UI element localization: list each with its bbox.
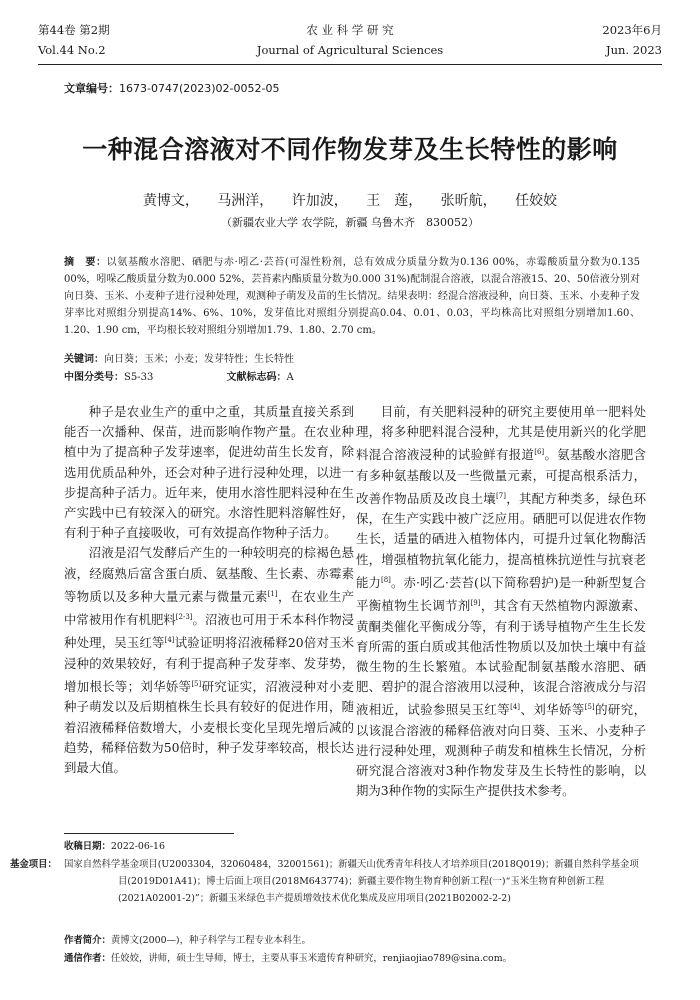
article-number-value: 1673-0747(2023)02-0052-05 — [119, 82, 280, 95]
author: 许加波， — [291, 193, 348, 209]
keywords — [64, 350, 294, 365]
fund-value: 国家自然科学基金项目(U2003304，32060484，32001561)；新疆天山优秀青年科技人才培养项目(2018Q019)；新疆自然科学基金项目(2019D01A41)；博士后面上项目(2018M643774)；新疆主要作物生物育种创新工程(一)“玉米生物育种创新工程(2021A02001-2)”；新疆玉米绿色丰产提质增效技术优化集成及应用项目(2021B02002-2-2) — [64, 859, 639, 904]
running-header — [38, 20, 662, 64]
keywords-label: 关键词： — [64, 354, 104, 365]
paper-title: 一种混合溶液对不同作物发芽及生长特性的影响 — [82, 135, 618, 164]
clc-value: S5-33 — [124, 372, 154, 383]
issue-en: Vol.44 No.2 — [38, 43, 106, 57]
keywords-text: 向日葵；玉米；小麦；发芽特性；生长特性 — [104, 354, 294, 365]
article-number-label: 文章编号： — [64, 82, 119, 95]
journal-cn: 农 业 科 学 研 究 — [306, 23, 394, 37]
paragraph: 目前，有关肥料浸种的研究主要使用单一肥料处理，将多种肥料混合浸种，尤其是使用新兴的化学肥料混合溶液浸种的试验鲜有报道[6]。氨基酸水溶肥含有多种氨基酸以及一些微量元素，可提高根系活力，改善作物品质及改良土壤[7]，其配方种类多，绿色环保，在生产实践中被广泛应用。硒肥可以促进农作物生长，适量的硒进入植物体内，可提升过氧化物酶活性，增强植物抗氧化能力，提高植株抗逆性与抗衰老能力[8]。赤·吲乙·芸苔(以下简称碧护)是一种新型复合平衡植物生长调节剂[9]，其含有天然植物内源激素、黄酮类催化平衡成分等，有利于诱导植物产生生长发育所需的蛋白质或其他活性物质以及加快土壤中有益微生物的生长繁殖。本试验配制氨基酸水溶肥、硒肥、碧护的混合溶液用以浸种，该混合溶液成分与沼液相近，试验参照吴玉红等[4]、刘华娇等[5]的研究，以该混合溶液的稀释倍液对向日葵、玉米、小麦种子进行浸种处理，观测种子萌发和植株生长情况，分析研究混合溶液对3种作物发芽及生长特性的影响，以期为3种作物的实际生产提供技术参考。 — [356, 404, 647, 799]
corresponding-author — [64, 950, 644, 967]
author-bio-label: 作者简介： — [64, 935, 111, 946]
journal-en: Journal of Agricultural Sciences — [256, 43, 444, 57]
corr-label: 通信作者： — [64, 953, 111, 964]
doc-code-value: A — [286, 372, 294, 383]
author-bio-value: 黄博文(2000—)，种子科学与工程专业本科生。 — [110, 935, 311, 946]
author: 任姣姣 — [515, 193, 558, 209]
paragraph: 沼液是沼气发酵后产生的一种较明亮的棕褐色悬液，经腐熟后富含蛋白质、氨基酸、生长素、赤霉素等物质以及多种大量元素与微量元素[1]，在农业生产中常被用作有机肥料[2-3]。沼液也可用于禾本科作物浸种处理，吴玉红等[4]试验证明将沼液稀释20倍对玉米浸种的效果较好，有利于提高种子发芽率、发芽势，增加根长等；刘华娇等[5]研究证实，沼液浸种对小麦种子萌发以及后期植株生长具有较好的促进作用，随着沼液稀释倍数增大，小麦根长变化呈现先增后减的趋势，稀释倍数为50倍时，种子发芽率较高，根长达到最大值。 — [64, 545, 355, 775]
abstract-text: 以氨基酸水溶肥、硒肥与赤·吲乙·芸苔(可湿性粉剂，总有效成分质量分数为0.136 00%，赤霉酸质量分数为0.135 00%，吲哚乙酸质量分数为0.000 52%，芸苔素内酯质量分数为0.000 31%)配制混合溶液，以混合溶液15、20、50倍液分别对向日葵、玉米、小麦种子进行浸种处理，观测种子萌发及苗的生长情况。结果表明：经混合溶液浸种，向日葵、玉米、小麦种子发芽率比对照组分别提高14%、6%、10%，发芽值比对照组分别提高0.04、0.01、0.03，平均株高比对照组分别增加1.60、1.20、1.90 cm，平均根长较对照组分别增加1.79、1.80、2.70 cm。 — [64, 257, 641, 336]
fund-info: 基金项目： 国家自然科学基金项目(U2003304，32060484，32001561)；新疆天山优秀青年科技人才培养项目(2018Q019)；新疆自然科学基金项目(2019D01A41)；博士后面上项目(2018M643774)；新疆主要作物生物育种创新工程(一)“玉米生物育种创新工程(2021A02001-2)”；新疆玉米绿色丰产提质增效技术优化集成及应用项目(2021B02002-2-2) — [10, 859, 639, 904]
clc-label: 中图分类号： — [64, 372, 124, 383]
classification — [64, 368, 294, 383]
date-cn: 2023年6月 — [602, 23, 662, 37]
author: 张昕航， — [440, 193, 497, 209]
footnote-rule — [64, 833, 234, 834]
affiliation: （新疆农业大学 农学院，新疆 乌鲁木齐 830052） — [221, 216, 479, 229]
issue-cn: 第44卷 第2期 — [38, 23, 110, 37]
journal-name — [38, 20, 662, 60]
doc-code-label: 文献标志码： — [226, 372, 287, 383]
body-column-right — [356, 402, 646, 801]
body-column-left — [64, 402, 354, 778]
author-bio — [64, 932, 644, 949]
abstract — [64, 254, 640, 339]
author: 黄博文， — [142, 193, 199, 209]
article-number — [64, 80, 279, 96]
author-list — [0, 190, 700, 210]
author: 王 莲， — [366, 193, 423, 209]
received-value: 2022-06-16 — [110, 841, 165, 852]
corr-value: 任姣姣，讲师，硕士生导师，博士，主要从事玉米遗传育种研究，renjiaojiao789@sina.com。 — [110, 953, 512, 964]
pub-date — [602, 20, 662, 60]
date-en: Jun. 2023 — [605, 43, 662, 57]
author: 马洲洋， — [217, 193, 274, 209]
received-label: 收稿日期： — [64, 841, 111, 852]
paragraph: 种子是农业生产的重中之重，其质量直接关系到能否一次播种、保苗，进而影响作物产量。在农业种植中为了提高种子发芽速率，促进幼苗生长发育，除选用优质品种外，还会对种子进行浸种处理，以进一步提高种子活力。近年来，使用水溶性肥料浸种在生产实践中已有较深入的研究。水溶性肥料溶解性好，有利于种子直接吸收，可有效提高作物种子活力。 — [64, 404, 354, 541]
header-rule — [38, 64, 662, 65]
abstract-label: 摘 要： — [64, 257, 107, 268]
received-date — [64, 838, 644, 855]
